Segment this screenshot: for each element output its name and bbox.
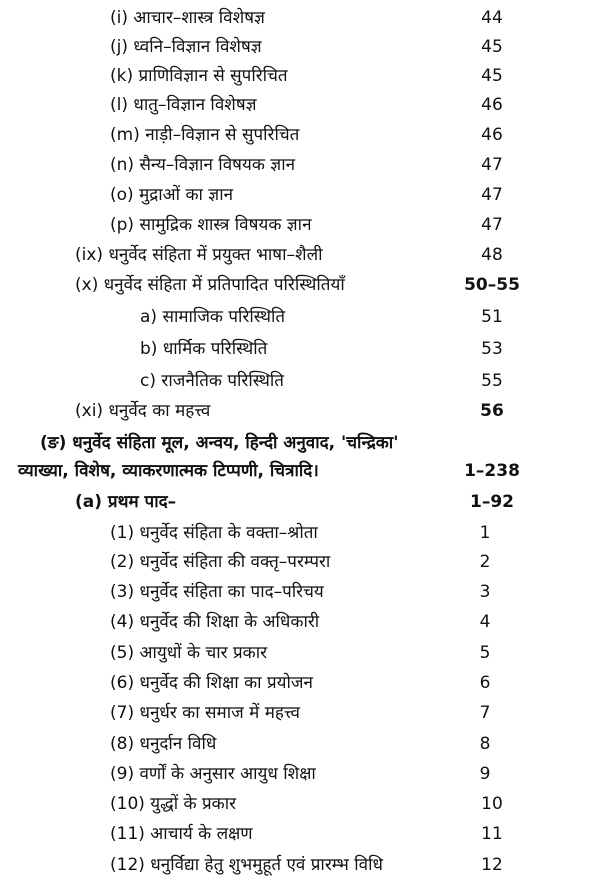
toc-section-heading [0, 456, 600, 486]
toc-entry-page: 44 [481, 8, 503, 28]
toc-entry [0, 32, 600, 62]
toc-entry-page: 4 [479, 612, 491, 632]
toc-entry-page: 56 [480, 401, 504, 421]
toc-entry-title: b) धार्मिक परिस्थिति [140, 339, 268, 359]
toc-entry-title: (p) सामुद्रिक शास्त्र विषयक ज्ञान [110, 215, 312, 235]
toc-entry [0, 210, 600, 240]
toc-entry-page: 1–238 [464, 461, 520, 481]
toc-entry-title: (3) धनुर्वेद संहिता का पाद–परिचय [110, 582, 324, 602]
toc-entry-title: (xi) धनुर्वेद का महत्त्व [75, 401, 211, 421]
toc-entry-page: 55 [481, 371, 503, 391]
toc-entry-title: a) सामाजिक परिस्थिति [140, 307, 286, 327]
toc-entry-page: 7 [479, 703, 491, 723]
toc-entry-page: 5 [479, 643, 491, 663]
toc-entry [0, 302, 600, 332]
toc-entry-title: (m) नाड़ी–विज्ञान से सुपरिचित [110, 125, 300, 145]
toc-entry-page: 6 [479, 673, 491, 693]
toc-entry-title: (ix) धनुर्वेद संहिता में प्रयुक्त भाषा–शैली [75, 245, 323, 265]
toc-entry-page: 10 [481, 794, 503, 814]
toc-entry-title: (l) धातु–विज्ञान विशेषज्ञ [110, 95, 257, 115]
toc-entry-page: 45 [481, 66, 503, 86]
toc-entry-title: (5) आयुधों के चार प्रकार [110, 643, 268, 663]
toc-entry-title: (9) वर्णों के अनुसार आयुध शिक्षा [110, 764, 316, 784]
toc-entry [0, 518, 600, 548]
toc-entry [0, 789, 600, 819]
toc-entry-title: (k) प्राणिविज्ञान से सुपरिचित [110, 66, 288, 86]
toc-entry [0, 180, 600, 210]
toc-subsection-heading [0, 487, 600, 517]
toc-entry [0, 150, 600, 180]
toc-entry [0, 90, 600, 120]
toc-entry-page: 12 [481, 855, 503, 875]
toc-entry-title: (11) आचार्य के लक्षण [110, 824, 253, 844]
toc-entry [0, 270, 600, 300]
toc-entry-page: 47 [481, 215, 503, 235]
toc-entry [0, 607, 600, 637]
toc-entry-title: (ङ) धनुर्वेद संहिता मूल, अन्वय, हिन्दी अनुवाद, 'चन्द्रिका' [40, 433, 399, 453]
toc-entry-page: 1–92 [470, 492, 514, 512]
toc-entry-page: 3 [479, 582, 491, 602]
toc-entry-page: 46 [481, 95, 503, 115]
toc-entry [0, 120, 600, 150]
toc-entry-page: 2 [479, 552, 491, 572]
toc-entry-title: (10) युद्धों के प्रकार [110, 794, 237, 814]
toc-entry [0, 729, 600, 759]
toc-entry-page: 48 [481, 245, 503, 265]
toc-entry-title: (x) धनुर्वेद संहिता में प्रतिपादित परिस्थितियाँ [75, 275, 345, 295]
toc-entry [0, 366, 600, 396]
toc-entry-title: (o) मुद्राओं का ज्ञान [110, 185, 234, 205]
toc-entry-title: (7) धनुर्धर का समाज में महत्त्व [110, 703, 300, 723]
toc-entry-title: व्याख्या, विशेष, व्याकरणात्मक टिप्पणी, चित्रादि। [18, 461, 319, 481]
toc-entry-page: 11 [481, 824, 503, 844]
toc-entry [0, 396, 600, 426]
toc-entry [0, 334, 600, 364]
toc-entry [0, 240, 600, 270]
toc-entry-title: (8) धनुर्दान विधि [110, 734, 217, 754]
toc-entry-page: 53 [481, 339, 503, 359]
toc-entry-page: 50–55 [464, 275, 520, 295]
toc-entry-title: (i) आचार–शास्त्र विशेषज्ञ [110, 8, 265, 28]
toc-section-heading [0, 428, 600, 458]
toc-entry-title: (a) प्रथम पाद– [75, 492, 177, 512]
toc-entry-page: 45 [481, 37, 503, 57]
toc-entry-title: (2) धनुर्वेद संहिता की वक्तृ–परम्परा [110, 552, 331, 572]
toc-entry [0, 547, 600, 577]
toc-entry-title: (j) ध्वनि–विज्ञान विशेषज्ञ [110, 37, 262, 57]
toc-entry [0, 638, 600, 668]
toc-entry-title: (1) धनुर्वेद संहिता के वक्ता–श्रोता [110, 523, 318, 543]
toc-entry [0, 850, 600, 880]
toc-entry-page: 46 [481, 125, 503, 145]
toc-entry-title: (4) धनुर्वेद की शिक्षा के अधिकारी [110, 612, 320, 632]
toc-entry-page: 51 [481, 307, 503, 327]
toc-entry-page: 47 [481, 155, 503, 175]
toc-entry [0, 668, 600, 698]
toc-entry [0, 819, 600, 849]
toc-entry-title: (12) धनुर्विद्या हेतु शुभमुहूर्त एवं प्रारम्भ विधि [110, 855, 383, 875]
toc-entry [0, 577, 600, 607]
toc-entry [0, 698, 600, 728]
toc-entry-title: c) राजनैतिक परिस्थिति [140, 371, 284, 391]
toc-entry-page: 1 [479, 523, 491, 543]
toc-entry [0, 3, 600, 33]
toc-entry-title: (6) धनुर्वेद की शिक्षा का प्रयोजन [110, 673, 313, 693]
toc-entry-page: 47 [481, 185, 503, 205]
toc-entry-page: 8 [479, 734, 491, 754]
toc-entry-page: 9 [479, 764, 491, 784]
toc-entry-title: (n) सैन्य–विज्ञान विषयक ज्ञान [110, 155, 296, 175]
toc-entry [0, 759, 600, 789]
toc-entry [0, 61, 600, 91]
